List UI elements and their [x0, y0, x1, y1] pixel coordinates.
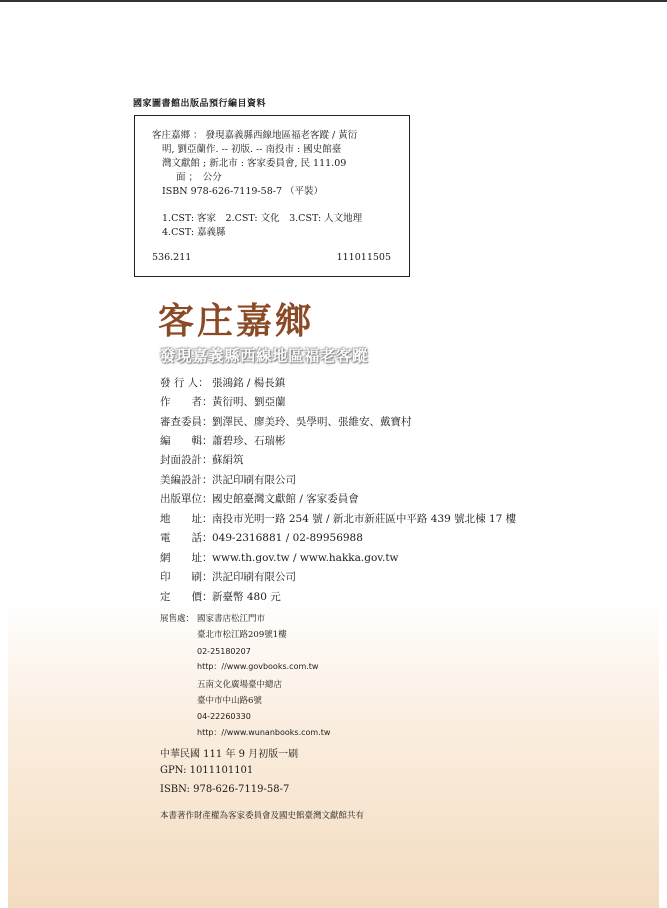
credit-value: 蘇絹筑 — [212, 454, 244, 466]
cip-line: 1.CST: 客家 2.CST: 文化 3.CST: 人文地理 — [162, 213, 363, 224]
credit-label: 美編設計： — [160, 473, 213, 486]
credit-value: 新臺幣 480 元 — [212, 590, 281, 603]
credit-value: 南投市光明一路 254 號 / 新北市新莊區中平路 439 號北棟 17 樓 — [212, 512, 517, 525]
credit-value: 張鴻銘 / 楊長鎮 — [212, 377, 286, 389]
store-phone: 04-22260330 — [197, 712, 251, 721]
credit-row — [160, 433, 286, 448]
cip-line: 4.CST: 嘉義縣 — [162, 227, 226, 238]
cip-record-number: 111011505 — [336, 252, 391, 263]
credit-label: 審查委員： — [160, 415, 213, 428]
cip-heading: 國家圖書館出版品預行編目資料 — [133, 99, 267, 109]
credit-row — [160, 472, 296, 487]
credit-row — [160, 452, 244, 467]
credit-row — [160, 530, 363, 545]
book-title: 客庄嘉鄉 — [158, 300, 315, 342]
store-name: 國家書店松江門市 — [197, 614, 266, 624]
credit-label: 網 址： — [160, 551, 213, 564]
credit-row — [160, 550, 399, 565]
gpn-line: GPN: 1011101101 — [160, 765, 254, 776]
store-phone: 02-25180207 — [197, 647, 251, 656]
credit-row — [160, 569, 296, 584]
cip-line: ISBN 978-626-7119-58-7 （平裝） — [162, 186, 324, 197]
credit-label: 定 價： — [160, 590, 213, 603]
credit-row — [160, 511, 516, 526]
credit-row — [160, 589, 281, 604]
credit-label: 封面設計： — [160, 454, 213, 466]
cip-line: 客庄嘉鄉 ： 發現嘉義縣西線地區福老客蹤 / 黃衍 — [152, 130, 358, 141]
credit-label: 編 輯： — [160, 435, 213, 447]
store-address: 臺中市中山路6號 — [197, 696, 262, 706]
credit-row — [160, 491, 359, 506]
credit-label: 印 刷： — [160, 571, 213, 583]
cip-line: 面 ； 公分 — [176, 172, 222, 183]
credit-label: 地 址： — [160, 512, 213, 525]
credit-value: 劉澤民、廖美玲、吳學明、張維安、戴寶村 — [212, 415, 412, 428]
cip-line: 明, 劉亞蘭作. -- 初版. -- 南投市 : 國史館臺 — [162, 144, 342, 155]
credit-value: 049-2316881 / 02-89956988 — [212, 532, 363, 544]
isbn-line: ISBN: 978-626-7119-58-7 — [160, 784, 290, 795]
credit-value: 洪記印刷有限公司 — [212, 473, 296, 486]
edition-line: 中華民國 111 年 9 月初版一刷 — [160, 749, 299, 760]
store-url: http：//www.wunanbooks.com.tw — [197, 728, 331, 737]
credit-label: 電 話： — [160, 532, 213, 544]
credit-value: www.th.gov.tw / www.hakka.gov.tw — [212, 551, 399, 564]
credit-value: 洪記印刷有限公司 — [212, 571, 296, 583]
book-subtitle: 發現嘉義縣西線地區福老客蹤 — [160, 346, 369, 365]
store-address: 臺北市松江路209號1樓 — [197, 630, 287, 640]
cip-class-number: 536.211 — [152, 252, 192, 263]
store-url: http：//www.govbooks.com.tw — [197, 662, 319, 671]
credit-row — [160, 414, 412, 429]
credit-label: 出版單位： — [160, 493, 213, 505]
credit-label: 作 者： — [160, 396, 213, 408]
distribution-label: 展售處： — [160, 614, 195, 624]
top-border — [0, 0, 667, 2]
credit-label: 發 行 人： — [160, 377, 209, 389]
cip-record-box — [134, 115, 410, 277]
credit-value: 國史館臺灣文獻館 / 客家委員會 — [212, 493, 359, 505]
credit-row — [160, 375, 285, 390]
credit-value: 蕭碧珍、石瑞彬 — [212, 435, 286, 447]
credit-row — [160, 394, 286, 409]
credit-value: 黃衍明、劉亞蘭 — [212, 396, 286, 408]
store-name: 五南文化廣場臺中總店 — [197, 680, 283, 690]
copyright-notice: 本書著作財產權為客家委員會及國史館臺灣文獻館共有 — [160, 811, 365, 821]
cip-line: 灣文獻館 ; 新北市 : 客家委員會, 民 111.09 — [162, 158, 347, 169]
